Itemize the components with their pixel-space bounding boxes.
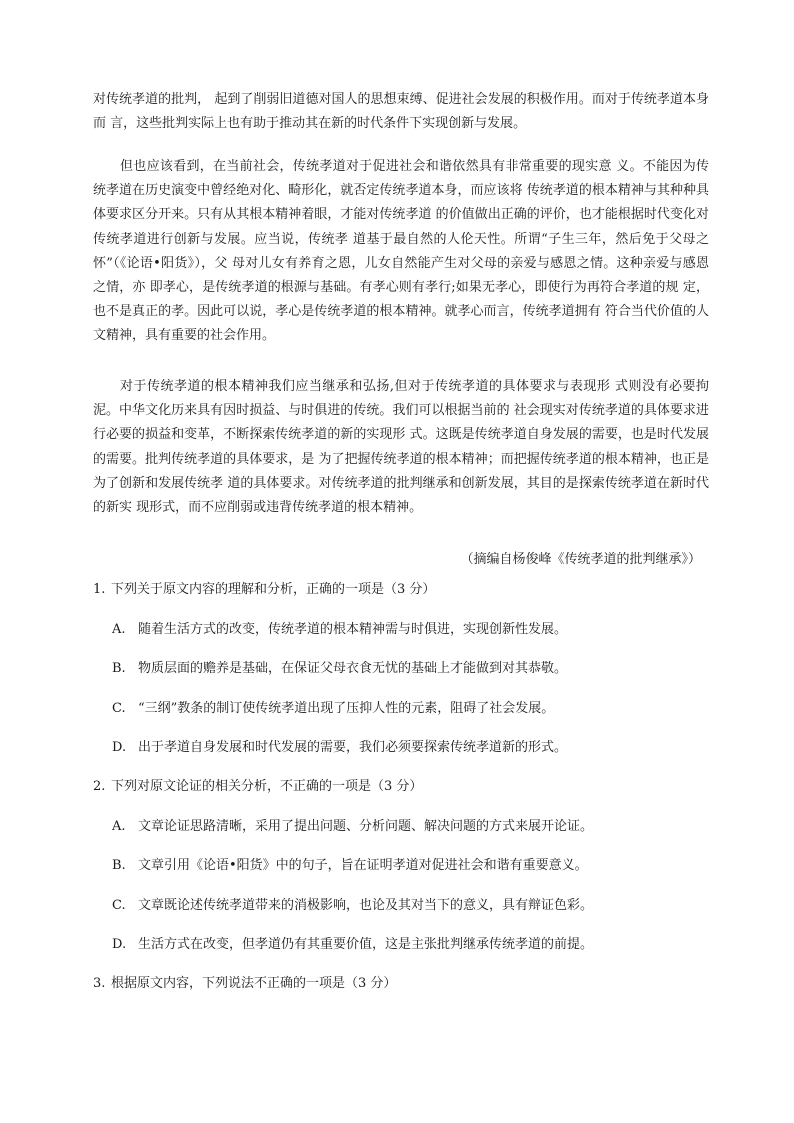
option-text: “三纲”教条的制订使传统孝道出现了压抑人性的元素，阻碍了社会发展。 [138, 701, 555, 716]
question-3 [93, 972, 396, 996]
question-1-option-b [112, 657, 712, 681]
question-text: 下列关于原文内容的理解和分析，正确的一项是（3 分） [111, 582, 436, 597]
option-letter: C. [112, 701, 126, 716]
question-1-option-d [112, 736, 712, 760]
option-text: 文章引用《论语•阳货》中的句子，旨在证明孝道对促进社会和谐有重要意义。 [138, 858, 588, 873]
question-text: 下列对原文论证的相关分析，不正确的一项是（3 分） [111, 779, 423, 794]
question-text: 根据原文内容，下列说法不正确的一项是（3 分） [111, 976, 397, 991]
option-text: 文章论证思路清晰，采用了提出问题、分析问题、解决问题的方式来展开论证。 [138, 819, 594, 834]
option-letter: B. [112, 661, 126, 676]
option-text: 生活方式在改变，但孝道仍有其重要价值，这是主张批判继承传统孝道的前提。 [138, 937, 594, 952]
question-2-option-a [112, 815, 712, 839]
option-letter: B. [112, 858, 126, 873]
question-2-option-b [112, 854, 712, 878]
option-text: 随着生活方式的改变，传统孝道的根本精神需与时俱进，实现创新性发展。 [138, 622, 568, 637]
question-number: 1. [93, 582, 106, 597]
question-2-option-c [112, 894, 712, 918]
option-text: 文章既论述传统孝道带来的消极影响，也论及其对当下的意义，具有辩证色彩。 [138, 898, 594, 913]
question-1-option-c [112, 697, 712, 721]
paragraph-1: 对传统孝道的批判， 起到了削弱旧道德对国人的思想束缚、促进社会发展的积极作用。而对于传统孝道本身而 言，这些批判实际上也有助于推动其在新的时代条件下实现创新与发展。 [93, 92, 709, 132]
option-text: 物质层面的赡养是基础，在保证父母衣食无忧的基础上才能做到对其恭敬。 [138, 661, 568, 676]
option-letter: C. [112, 898, 126, 913]
question-number: 2. [93, 779, 106, 794]
question-number: 3. [93, 976, 106, 991]
question-2-option-d [112, 933, 712, 957]
paragraph-2: 但也应该看到，在当前社会，传统孝道对于促进社会和谐依然具有非常重要的现实意 义。不能因为传统孝道在历史演变中曾经绝对化、畸形化，就否定传统孝道本身，而应该将 传统孝道的根本精神与其种种具体要求区分开来。只有从其根本精神着眼，才能对传统孝道 的价值做出正确的评价，也才能根据时代变化对传统孝道进行创新与发展。应当说，传统孝 道基于最自然的人伦天性。所谓“子生三年，然后免于父母之怀”（《论语•阳货》），父 母对儿女有养育之恩，儿女自然能产生对父母的亲爱与感恩之情。这种亲爱与感恩之情，亦 即孝心，是传统孝道的根源与基础。有孝心则有孝行;如果无孝心，即使行为再符合孝道的规 定，也不是真正的孝。因此可以说，孝心是传统孝道的根本精神。就孝心而言，传统孝道拥有 符合当代价值的人文精神，具有重要的社会作用。 [93, 159, 709, 344]
option-text: 出于孝道自身发展和时代发展的需要，我们必须要探索传统孝道新的形式。 [138, 740, 568, 755]
option-letter: D. [112, 740, 127, 755]
option-letter: A. [112, 622, 126, 637]
source-citation: （摘编自杨俊峰《传统孝道的批判继承》） [460, 552, 701, 567]
question-1-option-a [112, 618, 712, 642]
question-1 [93, 578, 435, 602]
option-letter: A. [112, 819, 126, 834]
paragraph-3: 对于传统孝道的根本精神我们应当继承和弘扬,但对于传统孝道的具体要求与表现形 式则没有必要拘泥。中华文化历来具有因时损益、与时俱进的传统。我们可以根据当前的 社会现实对传统孝道的具体要求进行必要的损益和变革，不断探索传统孝道的新的实现形 式。这既是传统孝道自身发展的需要，也是时代发展的需要。批判传统孝道的具体要求，是 为了把握传统孝道的根本精神；而把握传统孝道的根本精神，也正是为了创新和发展传统孝 道的具体要求。对传统孝道的批判继承和创新发展，其目的是探索传统孝道在新时代的新实 现形式，而不应削弱或违背传统孝道的根本精神。 [93, 379, 709, 516]
question-2 [93, 775, 422, 799]
option-letter: D. [112, 937, 127, 952]
